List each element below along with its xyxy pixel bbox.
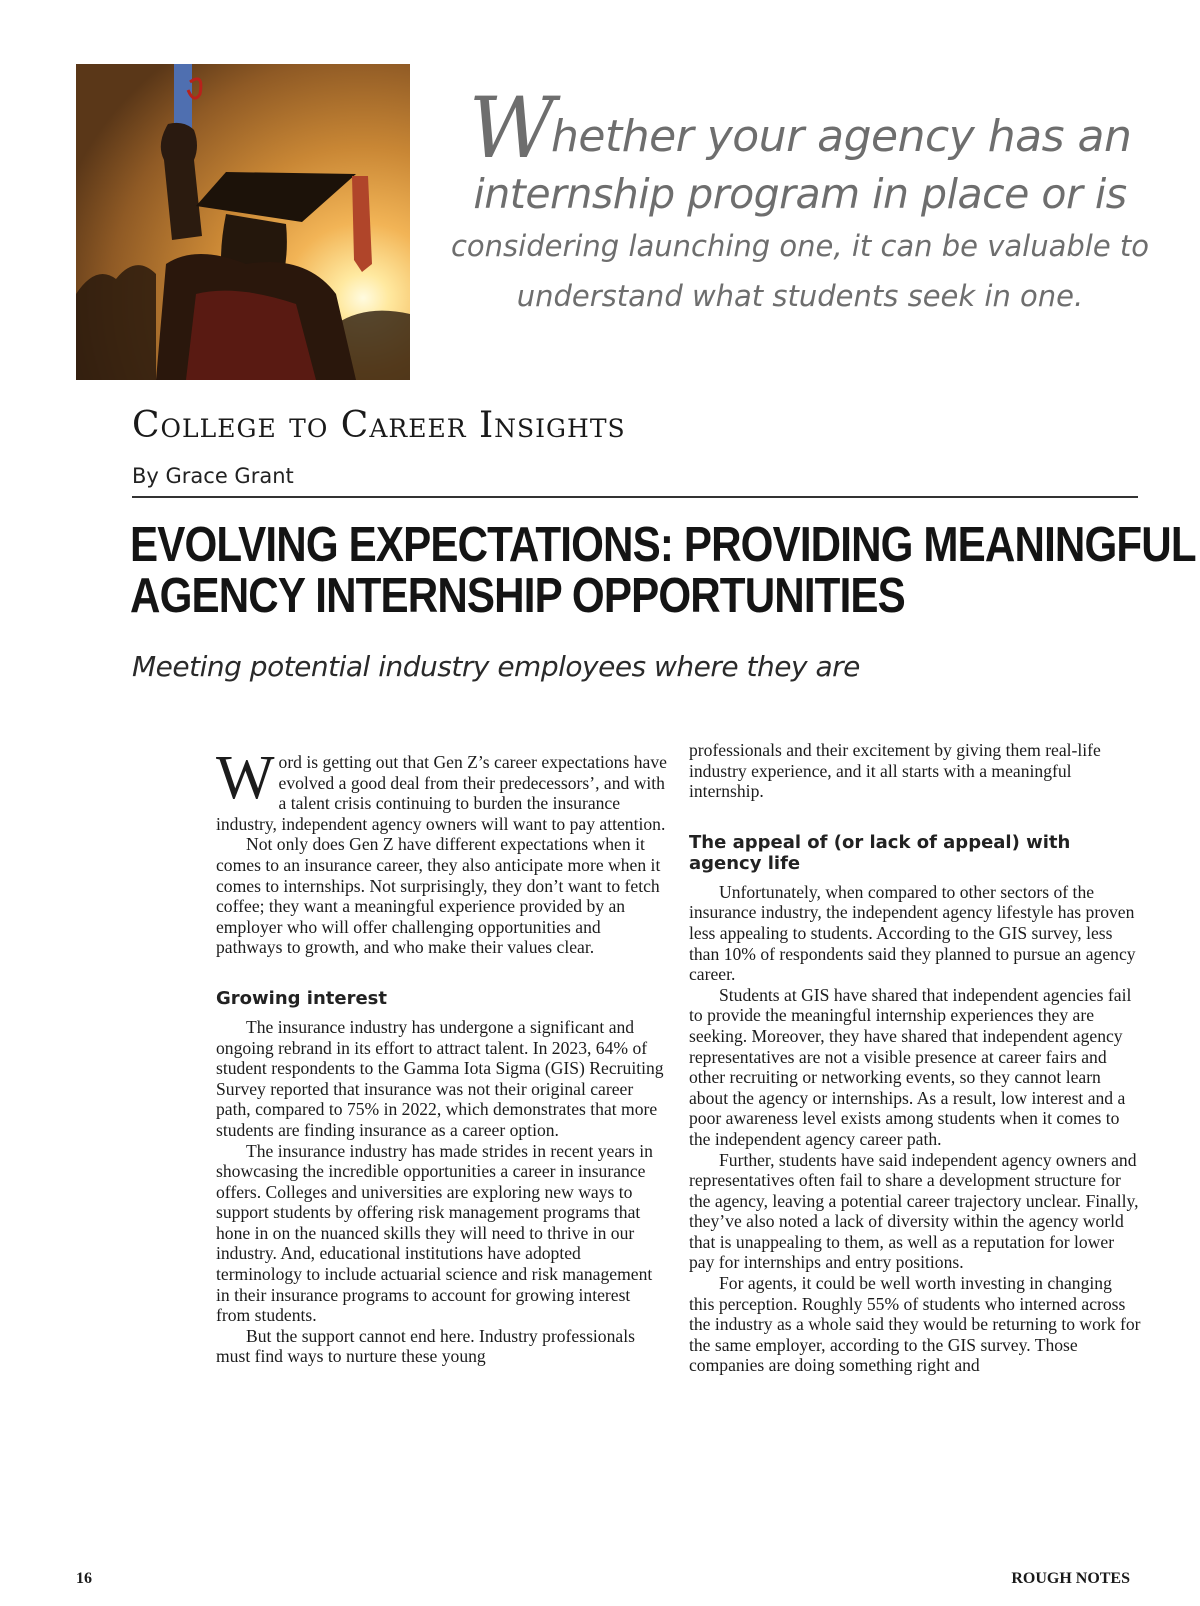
pull-quote-line-4: understand what students seek in one. <box>516 279 1084 313</box>
divider-rule <box>132 496 1138 498</box>
pull-quote-initial: W <box>468 79 551 177</box>
body-column-right <box>689 740 1141 1376</box>
body-paragraph: Not only does Gen Z have different expectations when it comes to an insurance career, they also anticipate more when it comes to internships. Not surprisingly, they don’t want to fetch coffee; they want a meaningful experience provided by an employer who will offer challenging opportunities and pathways to growth, and who make their values clear. <box>216 834 661 958</box>
body-paragraph: But the support cannot end here. Industry professionals must find ways to nurture these young <box>216 1325 635 1367</box>
article-headline <box>130 518 1196 623</box>
pull-quote-line-3: considering launching one, it can be valuable to <box>450 229 1150 263</box>
body-paragraph: The insurance industry has undergone a significant and ongoing rebrand in its effort to attract talent. In 2023, 64% of student respondents to the Gamma Iota Sigma (GIS) Recruiting Survey reported that insurance was not their original career path, compared to 75% in 2022, which demonstrates that more students are finding insurance as a career option. <box>216 1016 664 1140</box>
byline: By Grace Grant <box>132 464 294 488</box>
section-kicker: College to Career Insights <box>132 405 626 446</box>
pull-quote-text-1: hether your agency has an <box>551 111 1132 162</box>
graduation-photo <box>76 64 410 380</box>
body-paragraph: professionals and their excitement by giving them real-life industry experience, and it all starts with a meaningful internship. <box>689 740 1101 802</box>
drop-cap: W <box>216 744 275 812</box>
body-paragraph: For agents, it could be well worth investing in changing this perception. Roughly 55% of students who interned across the industry as a whole said they would be returning to work for the same employer, according to the GIS survey. Those companies are doing something right and <box>689 1273 1141 1376</box>
body-paragraph: Further, students have said independent agency owners and representatives often fail to share a development structure for the agency, leaving a potential career trajectory unclear. Finally, they’ve also noted a lack of diversity within the agency world that is unappealing to them, as well as a reputation for lower pay for internships and entry positions. <box>689 1149 1139 1273</box>
body-paragraph: Unfortunately, when compared to other sectors of the insurance industry, the independent agency lifestyle has proven less appealing to students. According to the GIS survey, less than 10% of respondents said they planned to pursue an agency career. <box>689 881 1136 985</box>
pull-quote <box>440 79 1160 322</box>
pull-quote-line-1 <box>440 79 1160 177</box>
headline-line-1: EVOLVING EXPECTATIONS: PROVIDING MEANINGFUL <box>130 518 1196 572</box>
subhead-growing-interest: Growing interest <box>216 987 387 1009</box>
subhead-agency-appeal: The appeal of (or lack of appeal) with agency life <box>689 831 1071 874</box>
body-paragraph <box>216 744 668 834</box>
body-paragraph: Students at GIS have shared that independent agencies fail to provide the meaningful internship experiences they are seeking. Moreover, they have shared that independent agency representatives are not a visible presence at career fairs and other recruiting or networking events, so they cannot learn about the agency or internships. As a result, low interest and a poor awareness level exists among students when it comes to the independent agency career path. <box>689 984 1132 1149</box>
article-deck: Meeting potential industry employees where they are <box>132 650 860 683</box>
magazine-name: ROUGH NOTES <box>1011 1570 1130 1587</box>
body-paragraph-text: ord is getting out that Gen Z’s career expectations have evolved a good deal from their predecessors’, and with a talent crisis continuing to burden the insurance industry, independent agency owners will want to pay attention. <box>216 752 667 834</box>
body-paragraph: The insurance industry has made strides in recent years in showcasing the incredible opportunities a career in insurance offers. Colleges and universities are exploring new ways to support students by offering risk management programs that hone in on the nuanced skills they will need to thrive in our industry. And, educational institutions have adopted terminology to include actuarial science and risk management in their insurance programs to account for growing interest from students. <box>216 1140 653 1326</box>
body-column-left <box>216 744 668 1367</box>
headline-line-2: AGENCY INTERNSHIP OPPORTUNITIES <box>130 569 905 623</box>
page-number: 16 <box>76 1570 92 1587</box>
pull-quote-line-2: internship program in place or is <box>473 170 1127 218</box>
